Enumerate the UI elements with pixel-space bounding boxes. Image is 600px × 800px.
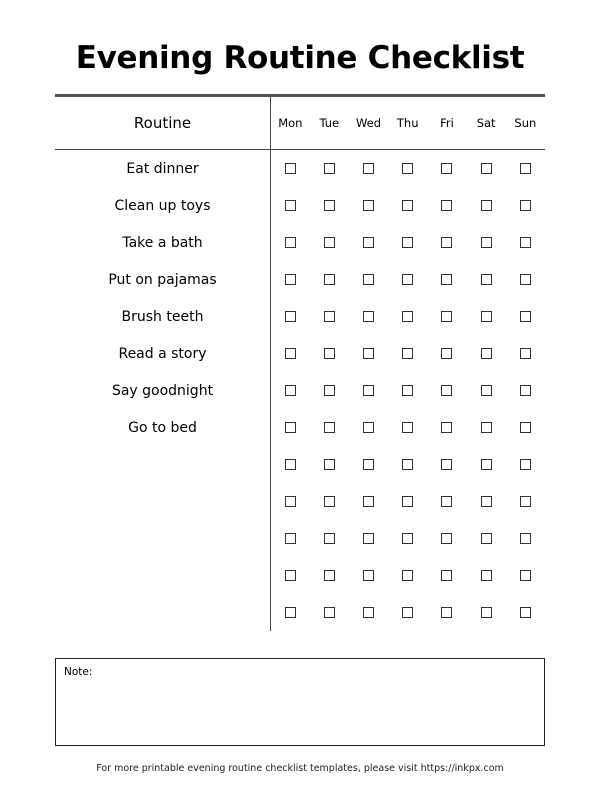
- checkbox[interactable]: [324, 237, 335, 248]
- checkbox[interactable]: [363, 533, 374, 544]
- table-row: [55, 594, 545, 631]
- checkbox-cell-tue[interactable]: [310, 298, 349, 335]
- checkbox-cell-wed[interactable]: [349, 187, 388, 224]
- routine-label[interactable]: [55, 594, 271, 631]
- checkbox-cell-sat[interactable]: [467, 261, 506, 298]
- column-header-fri: Fri: [427, 97, 466, 150]
- routine-label: Go to bed: [55, 409, 271, 446]
- checkbox[interactable]: [324, 274, 335, 285]
- checkbox-cell-wed[interactable]: [349, 557, 388, 594]
- checkbox-cell-mon[interactable]: [271, 483, 310, 520]
- checkbox[interactable]: [363, 200, 374, 211]
- checkbox-cell-fri[interactable]: [427, 594, 466, 631]
- checkbox[interactable]: [520, 533, 531, 544]
- checkbox-cell-fri[interactable]: [427, 409, 466, 446]
- checkbox[interactable]: [441, 200, 452, 211]
- checkbox[interactable]: [363, 237, 374, 248]
- checkbox[interactable]: [285, 200, 296, 211]
- checkbox-cell-fri[interactable]: [427, 150, 466, 188]
- checkbox[interactable]: [481, 163, 492, 174]
- checkbox[interactable]: [481, 459, 492, 470]
- checkbox-cell-wed[interactable]: [349, 372, 388, 409]
- checkbox-cell-mon[interactable]: [271, 224, 310, 261]
- checkbox-cell-sun[interactable]: [506, 261, 545, 298]
- checkbox-cell-mon[interactable]: [271, 187, 310, 224]
- checkbox[interactable]: [402, 274, 413, 285]
- checkbox-cell-sat[interactable]: [467, 557, 506, 594]
- column-header-sat: Sat: [467, 97, 506, 150]
- checkbox-cell-sat[interactable]: [467, 520, 506, 557]
- checkbox[interactable]: [285, 311, 296, 322]
- table-row: [55, 483, 545, 520]
- checkbox-cell-mon[interactable]: [271, 261, 310, 298]
- table-row: [55, 187, 545, 224]
- checkbox[interactable]: [520, 274, 531, 285]
- checkbox[interactable]: [520, 607, 531, 618]
- routine-label: Eat dinner: [55, 150, 271, 188]
- checkbox-cell-sat[interactable]: [467, 224, 506, 261]
- checkbox[interactable]: [285, 237, 296, 248]
- checkbox[interactable]: [402, 163, 413, 174]
- checkbox-cell-tue[interactable]: [310, 335, 349, 372]
- checkbox[interactable]: [441, 570, 452, 581]
- checkbox-cell-tue[interactable]: [310, 261, 349, 298]
- checkbox[interactable]: [402, 422, 413, 433]
- checkbox-cell-wed[interactable]: [349, 520, 388, 557]
- checkbox[interactable]: [285, 348, 296, 359]
- checkbox-cell-fri[interactable]: [427, 335, 466, 372]
- checkbox-cell-tue[interactable]: [310, 409, 349, 446]
- table-row: [55, 557, 545, 594]
- checkbox[interactable]: [324, 496, 335, 507]
- checkbox[interactable]: [363, 311, 374, 322]
- checkbox[interactable]: [363, 385, 374, 396]
- checkbox[interactable]: [402, 311, 413, 322]
- checkbox-cell-fri[interactable]: [427, 261, 466, 298]
- checkbox-cell-sat[interactable]: [467, 372, 506, 409]
- checkbox-cell-tue[interactable]: [310, 150, 349, 188]
- checkbox[interactable]: [520, 496, 531, 507]
- checkbox-cell-thu[interactable]: [388, 594, 427, 631]
- routine-label: Read a story: [55, 335, 271, 372]
- checkbox-cell-mon[interactable]: [271, 594, 310, 631]
- routine-label: Brush teeth: [55, 298, 271, 335]
- checkbox[interactable]: [441, 496, 452, 507]
- checklist-table: [55, 97, 545, 631]
- column-header-routine: Routine: [55, 97, 271, 150]
- page-title: Evening Routine Checklist: [75, 40, 525, 76]
- checkbox-cell-fri[interactable]: [427, 446, 466, 483]
- checkbox-cell-thu[interactable]: [388, 298, 427, 335]
- checkbox[interactable]: [285, 570, 296, 581]
- table-header: [55, 97, 545, 150]
- checkbox[interactable]: [402, 533, 413, 544]
- footer-text: For more printable evening routine checklist templates, please visit https://inkpx.com: [96, 763, 504, 774]
- checkbox-cell-wed[interactable]: [349, 483, 388, 520]
- routine-label[interactable]: [55, 483, 271, 520]
- checkbox[interactable]: [481, 496, 492, 507]
- checkbox[interactable]: [402, 496, 413, 507]
- checkbox-cell-thu[interactable]: [388, 446, 427, 483]
- checkbox[interactable]: [363, 274, 374, 285]
- checkbox-cell-sun[interactable]: [506, 409, 545, 446]
- checkbox[interactable]: [441, 348, 452, 359]
- table-body: [55, 150, 545, 632]
- checkbox-cell-wed[interactable]: [349, 261, 388, 298]
- checkbox[interactable]: [441, 422, 452, 433]
- checkbox[interactable]: [402, 237, 413, 248]
- checkbox-cell-mon[interactable]: [271, 335, 310, 372]
- checkbox-cell-mon[interactable]: [271, 372, 310, 409]
- checkbox-cell-tue[interactable]: [310, 483, 349, 520]
- checkbox[interactable]: [363, 348, 374, 359]
- checkbox[interactable]: [441, 459, 452, 470]
- checkbox[interactable]: [363, 422, 374, 433]
- routine-label: Take a bath: [55, 224, 271, 261]
- checkbox-cell-sun[interactable]: [506, 372, 545, 409]
- checkbox-cell-sun[interactable]: [506, 150, 545, 188]
- checkbox-cell-sat[interactable]: [467, 409, 506, 446]
- checkbox-cell-sun[interactable]: [506, 187, 545, 224]
- checkbox[interactable]: [481, 274, 492, 285]
- checkbox[interactable]: [324, 348, 335, 359]
- checkbox-cell-thu[interactable]: [388, 261, 427, 298]
- checkbox-cell-wed[interactable]: [349, 298, 388, 335]
- checkbox-cell-mon[interactable]: [271, 409, 310, 446]
- checkbox-cell-wed[interactable]: [349, 594, 388, 631]
- checkbox-cell-fri[interactable]: [427, 483, 466, 520]
- checkbox-cell-tue[interactable]: [310, 372, 349, 409]
- table-row: [55, 298, 545, 335]
- checkbox[interactable]: [285, 163, 296, 174]
- checkbox-cell-fri[interactable]: [427, 298, 466, 335]
- checkbox-cell-sun[interactable]: [506, 520, 545, 557]
- checkbox-cell-thu[interactable]: [388, 409, 427, 446]
- checkbox[interactable]: [481, 237, 492, 248]
- table-row: [55, 520, 545, 557]
- checkbox[interactable]: [324, 570, 335, 581]
- checkbox-cell-tue[interactable]: [310, 520, 349, 557]
- checkbox-cell-sat[interactable]: [467, 483, 506, 520]
- checkbox[interactable]: [324, 459, 335, 470]
- checkbox[interactable]: [363, 607, 374, 618]
- checkbox[interactable]: [324, 533, 335, 544]
- checkbox[interactable]: [324, 311, 335, 322]
- checkbox[interactable]: [520, 570, 531, 581]
- column-header-thu: Thu: [388, 97, 427, 150]
- checkbox[interactable]: [441, 533, 452, 544]
- checkbox[interactable]: [324, 200, 335, 211]
- checkbox-cell-sat[interactable]: [467, 446, 506, 483]
- checkbox-cell-wed[interactable]: [349, 446, 388, 483]
- checkbox-cell-thu[interactable]: [388, 520, 427, 557]
- checkbox[interactable]: [402, 348, 413, 359]
- checkbox[interactable]: [441, 237, 452, 248]
- checkbox-cell-fri[interactable]: [427, 557, 466, 594]
- checkbox-cell-mon[interactable]: [271, 557, 310, 594]
- routine-label: Say goodnight: [55, 372, 271, 409]
- checkbox[interactable]: [441, 163, 452, 174]
- checkbox-cell-sat[interactable]: [467, 298, 506, 335]
- checkbox-cell-tue[interactable]: [310, 557, 349, 594]
- checkbox-cell-sun[interactable]: [506, 594, 545, 631]
- checkbox[interactable]: [520, 200, 531, 211]
- note-box[interactable]: [55, 658, 545, 746]
- checkbox[interactable]: [285, 496, 296, 507]
- checkbox[interactable]: [363, 163, 374, 174]
- checkbox-cell-fri[interactable]: [427, 224, 466, 261]
- table-row: [55, 446, 545, 483]
- checkbox[interactable]: [402, 607, 413, 618]
- checkbox[interactable]: [520, 422, 531, 433]
- checkbox[interactable]: [441, 311, 452, 322]
- checkbox[interactable]: [520, 459, 531, 470]
- checkbox-cell-sun[interactable]: [506, 298, 545, 335]
- routine-label: Put on pajamas: [55, 261, 271, 298]
- checkbox-cell-sun[interactable]: [506, 335, 545, 372]
- checkbox[interactable]: [481, 422, 492, 433]
- checkbox-cell-tue[interactable]: [310, 187, 349, 224]
- checkbox[interactable]: [402, 570, 413, 581]
- checkbox[interactable]: [324, 385, 335, 396]
- checkbox[interactable]: [363, 570, 374, 581]
- header-row: [55, 97, 545, 150]
- table-row: [55, 409, 545, 446]
- checkbox-cell-thu[interactable]: [388, 150, 427, 188]
- checkbox-cell-sun[interactable]: [506, 483, 545, 520]
- checkbox-cell-thu[interactable]: [388, 557, 427, 594]
- checkbox-cell-sat[interactable]: [467, 187, 506, 224]
- checkbox-cell-fri[interactable]: [427, 520, 466, 557]
- table-row: [55, 372, 545, 409]
- checkbox-cell-tue[interactable]: [310, 224, 349, 261]
- checkbox[interactable]: [285, 422, 296, 433]
- checkbox[interactable]: [520, 348, 531, 359]
- table-row: [55, 224, 545, 261]
- checkbox[interactable]: [441, 385, 452, 396]
- column-header-sun: Sun: [506, 97, 545, 150]
- checkbox-cell-thu[interactable]: [388, 483, 427, 520]
- routine-label[interactable]: [55, 446, 271, 483]
- checkbox-cell-thu[interactable]: [388, 187, 427, 224]
- checkbox[interactable]: [402, 459, 413, 470]
- checkbox[interactable]: [481, 570, 492, 581]
- table-row: [55, 150, 545, 188]
- note-label: Note:: [64, 666, 93, 678]
- checkbox[interactable]: [520, 311, 531, 322]
- checkbox[interactable]: [481, 348, 492, 359]
- checkbox-cell-thu[interactable]: [388, 372, 427, 409]
- checkbox-cell-sat[interactable]: [467, 150, 506, 188]
- checkbox-cell-sun[interactable]: [506, 224, 545, 261]
- column-header-mon: Mon: [271, 97, 310, 150]
- checkbox[interactable]: [402, 200, 413, 211]
- checkbox-cell-mon[interactable]: [271, 298, 310, 335]
- checkbox-cell-mon[interactable]: [271, 520, 310, 557]
- checkbox[interactable]: [324, 163, 335, 174]
- column-header-wed: Wed: [349, 97, 388, 150]
- routine-label: Clean up toys: [55, 187, 271, 224]
- checkbox-cell-tue[interactable]: [310, 446, 349, 483]
- checkbox-cell-fri[interactable]: [427, 372, 466, 409]
- checkbox[interactable]: [441, 274, 452, 285]
- checkbox-cell-sat[interactable]: [467, 335, 506, 372]
- checkbox[interactable]: [285, 385, 296, 396]
- checkbox-cell-sun[interactable]: [506, 557, 545, 594]
- routine-label[interactable]: [55, 520, 271, 557]
- checkbox[interactable]: [520, 385, 531, 396]
- checkbox[interactable]: [285, 607, 296, 618]
- checkbox[interactable]: [363, 496, 374, 507]
- checkbox-cell-mon[interactable]: [271, 446, 310, 483]
- checkbox[interactable]: [520, 237, 531, 248]
- checkbox[interactable]: [441, 607, 452, 618]
- checkbox[interactable]: [481, 200, 492, 211]
- checkbox-cell-fri[interactable]: [427, 187, 466, 224]
- checkbox[interactable]: [285, 459, 296, 470]
- column-header-tue: Tue: [310, 97, 349, 150]
- routine-label[interactable]: [55, 557, 271, 594]
- checkbox[interactable]: [481, 385, 492, 396]
- checkbox-cell-sun[interactable]: [506, 446, 545, 483]
- checkbox[interactable]: [481, 311, 492, 322]
- checkbox[interactable]: [402, 385, 413, 396]
- checkbox-cell-thu[interactable]: [388, 335, 427, 372]
- checkbox[interactable]: [363, 459, 374, 470]
- checkbox[interactable]: [324, 422, 335, 433]
- checkbox[interactable]: [520, 163, 531, 174]
- checkbox-cell-mon[interactable]: [271, 150, 310, 188]
- checkbox[interactable]: [285, 274, 296, 285]
- checkbox-cell-sat[interactable]: [467, 594, 506, 631]
- table-row: [55, 261, 545, 298]
- checkbox-cell-thu[interactable]: [388, 224, 427, 261]
- checkbox-cell-wed[interactable]: [349, 224, 388, 261]
- checkbox-cell-tue[interactable]: [310, 594, 349, 631]
- checkbox[interactable]: [324, 607, 335, 618]
- checkbox-cell-wed[interactable]: [349, 409, 388, 446]
- checkbox-cell-wed[interactable]: [349, 150, 388, 188]
- checkbox[interactable]: [481, 607, 492, 618]
- checkbox-cell-wed[interactable]: [349, 335, 388, 372]
- checkbox[interactable]: [285, 533, 296, 544]
- table-row: [55, 335, 545, 372]
- checkbox[interactable]: [481, 533, 492, 544]
